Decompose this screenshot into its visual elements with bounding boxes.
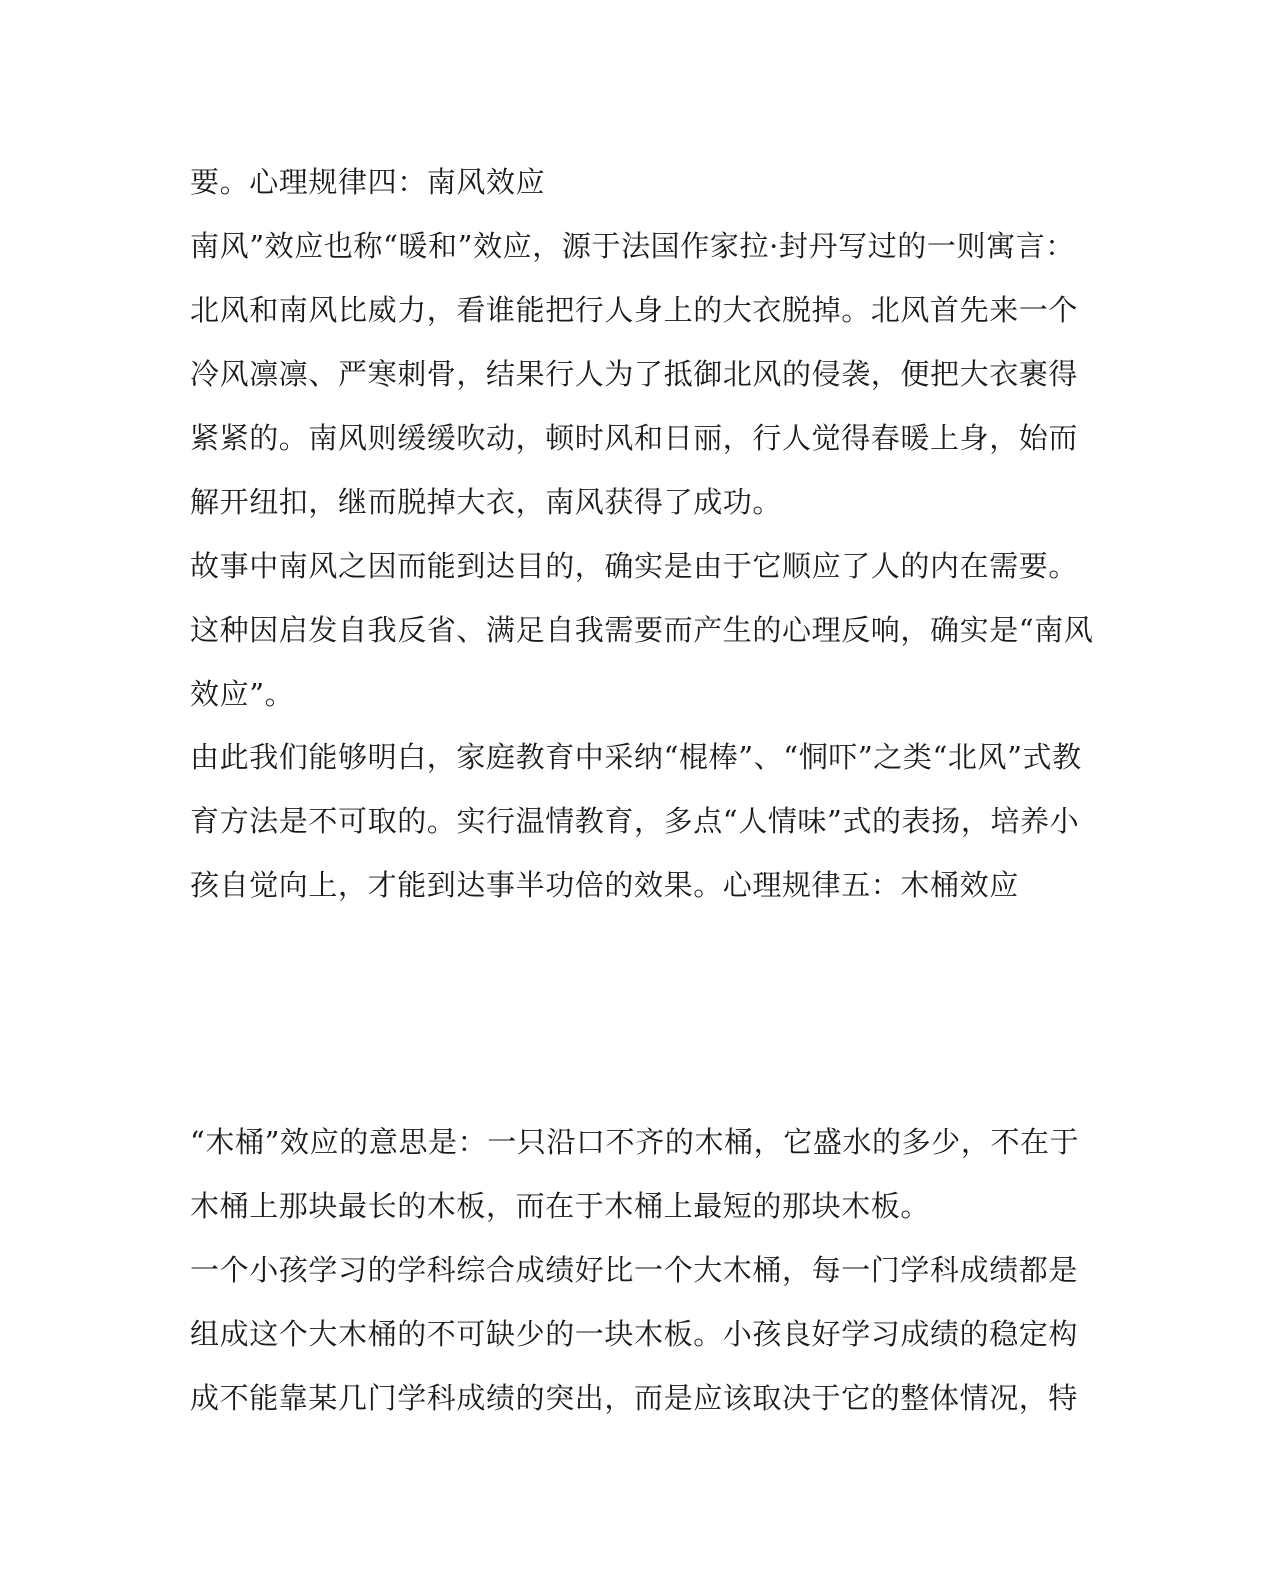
text-line: 一个小孩学习的学科综合成绩好比一个大木桶，每一门学科成绩都是 bbox=[190, 1253, 1079, 1287]
text-line: 木桶上那块最长的木板，而在于木桶上最短的那块木板。 bbox=[190, 1189, 931, 1223]
text-line: 冷风凛凛、严寒刺骨，结果行人为了抵御北风的侵袭，便把大衣裹得 bbox=[190, 357, 1079, 391]
text-line: 故事中南风之因而能到达目的，确实是由于它顺应了人的内在需要。 bbox=[190, 549, 1079, 583]
text-line: 成不能靠某几门学科成绩的突出，而是应该取决于它的整体情况，特 bbox=[190, 1381, 1079, 1415]
text-line: “木桶”效应的意思是：一只沿口不齐的木桶，它盛水的多少，不在于 bbox=[190, 1125, 1080, 1159]
text-line: 紧紧的。南风则缓缓吹动，顿时风和日丽，行人觉得春暖上身，始而 bbox=[190, 421, 1079, 455]
text-line: 要。心理规律四：南风效应 bbox=[190, 165, 546, 199]
text-line: 组成这个大木桶的不可缺少的一块木板。小孩良好学习成绩的稳定构 bbox=[190, 1317, 1079, 1351]
text-line: 孩自觉向上，才能到达事半功倍的效果。心理规律五：木桶效应 bbox=[190, 868, 1019, 902]
text-line: 育方法是不可取的。实行温情教育，多点“人情味”式的表扬，培养小 bbox=[190, 804, 1080, 838]
text-line: 北风和南风比威力，看谁能把行人身上的大衣脱掉。北风首先来一个 bbox=[190, 293, 1079, 327]
text-line: 效应”。 bbox=[190, 677, 295, 711]
text-line: 南风”效应也称“暖和”效应，源于法国作家拉·封丹写过的一则寓言： bbox=[190, 229, 1075, 263]
text-line: 这种因启发自我反省、满足自我需要而产生的心理反响，确实是“南风 bbox=[190, 613, 1094, 647]
text-line: 解开纽扣，继而脱掉大衣，南风获得了成功。 bbox=[190, 485, 783, 519]
text-line: 由此我们能够明白，家庭教育中采纳“棍棒”、“恫吓”之类“北风”式教 bbox=[190, 740, 1082, 774]
